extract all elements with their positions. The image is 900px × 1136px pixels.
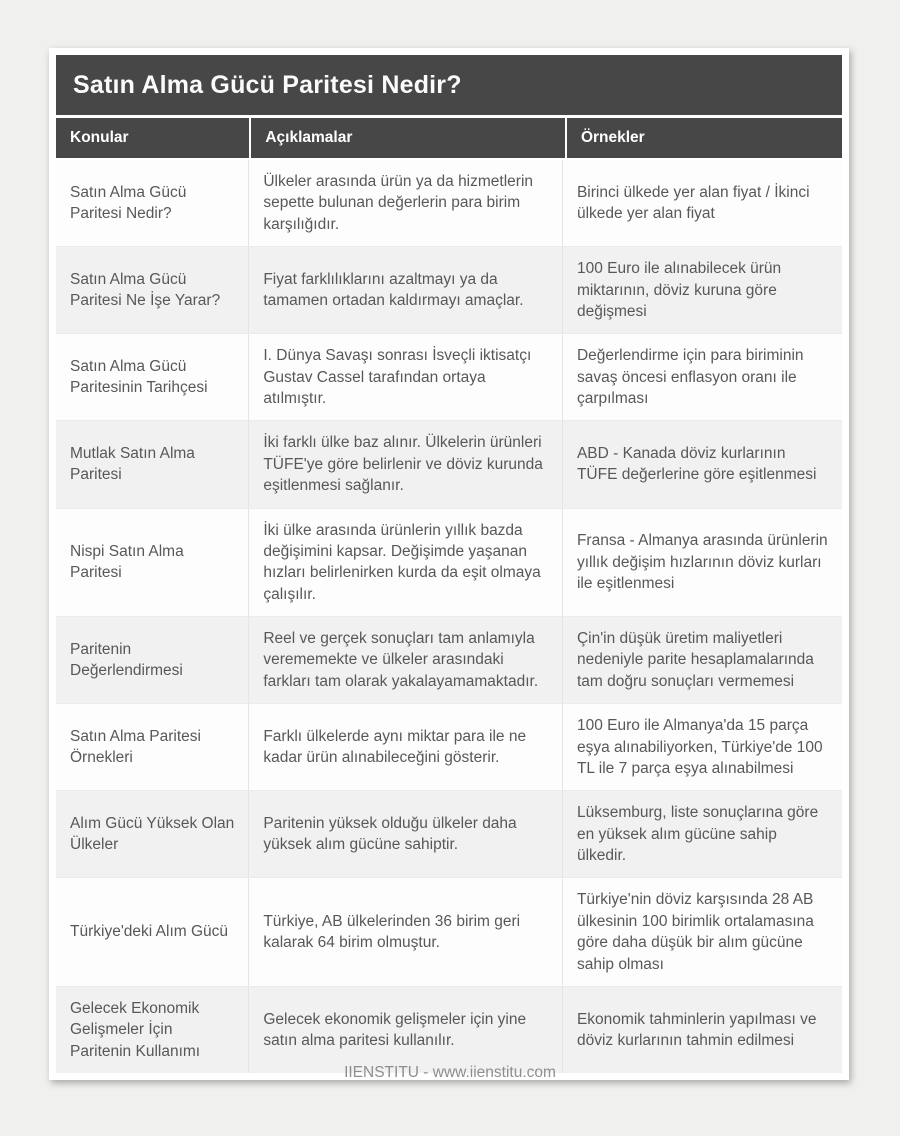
description-cell: Gelecek ekonomik gelişmeler için yine satın alma paritesi kullanılır. bbox=[249, 987, 563, 1073]
example-cell: ABD - Kanada döviz kurlarının TÜFE değerlerine göre eşitlenmesi bbox=[576, 445, 817, 484]
table-header-row bbox=[56, 118, 842, 158]
table-row bbox=[56, 986, 842, 1073]
topic-cell: Satın Alma Paritesi Örnekleri bbox=[56, 704, 249, 790]
table-row bbox=[56, 790, 842, 877]
table-row bbox=[56, 420, 842, 507]
description-cell: Paritenin yüksek olduğu ülkeler daha yüksek alım gücüne sahiptir. bbox=[249, 791, 563, 877]
column-header-ornekler: Örnekler bbox=[567, 118, 842, 158]
topic-cell: Satın Alma Gücü Paritesi Ne İşe Yarar? bbox=[56, 247, 249, 333]
description-cell: İki ülke arasında ürünlerin yıllık bazda değişimini kapsar. Değişimde yaşanan hızları belirlenirken kurda da eşit olmaya çalışılır. bbox=[249, 509, 563, 617]
example-cell: Değerlendirme için para biriminin savaş öncesi enflasyon oranı ile çarpılması bbox=[576, 347, 804, 407]
description-cell: Türkiye, AB ülkelerinden 36 birim geri kalarak 64 birim olmuştur. bbox=[249, 878, 563, 986]
footer-credit: IIENSTITU - www.iienstitu.com bbox=[344, 1064, 556, 1081]
table-row bbox=[56, 877, 842, 986]
description-cell: Fiyat farklılıklarını azaltmayı ya da tamamen ortadan kaldırmayı amaçlar. bbox=[249, 247, 563, 333]
topic-cell: Nispi Satın Alma Paritesi bbox=[56, 509, 249, 617]
table-row bbox=[56, 616, 842, 703]
table-row bbox=[56, 508, 842, 617]
description-cell: İki farklı ülke baz alınır. Ülkelerin ürünleri TÜFE'ye göre belirlenir ve döviz kurunda eşitlenmesi sağlanır. bbox=[249, 421, 563, 507]
example-cell: Ekonomik tahminlerin yapılması ve döviz kurlarının tahmin edilmesi bbox=[576, 1010, 817, 1049]
example-cell: Çin'in düşük üretim maliyetleri nedeniyle parite hesaplamalarında tam doğru sonuçları vermemesi bbox=[576, 630, 814, 690]
example-cell: Fransa - Almanya arasında ürünlerin yıllık değişim hızlarının döviz kurları ile eşitlenmesi bbox=[576, 532, 828, 592]
topic-cell: Alım Gücü Yüksek Olan Ülkeler bbox=[56, 791, 249, 877]
parity-table-card bbox=[49, 48, 849, 1080]
topic-cell: Gelecek Ekonomik Gelişmeler İçin Paritenin Kullanımı bbox=[56, 987, 249, 1073]
example-cell: 100 Euro ile Almanya'da 15 parça eşya alınabiliyorken, Türkiye'de 100 TL ile 7 parça eşya alınabilmesi bbox=[576, 717, 823, 777]
topic-cell: Türkiye'deki Alım Gücü bbox=[56, 878, 249, 986]
page-title: Satın Alma Gücü Paritesi Nedir? bbox=[56, 55, 842, 115]
topic-cell: Satın Alma Gücü Paritesi Nedir? bbox=[56, 160, 249, 246]
example-cell: Türkiye'nin döviz karşısında 28 AB ülkesinin 100 birimlik ortalamasına göre daha düşük bir alım gücüne sahip olması bbox=[576, 891, 814, 973]
description-cell: I. Dünya Savaşı sonrası İsveçli iktisatçı Gustav Cassel tarafından ortaya atılmıştır. bbox=[249, 334, 563, 420]
example-cell: Birinci ülkede yer alan fiyat / İkinci ülkede yer alan fiyat bbox=[576, 183, 810, 223]
table-row bbox=[56, 246, 842, 333]
table-body bbox=[56, 160, 842, 1073]
description-cell: Ülkeler arasında ürün ya da hizmetlerin sepette bulunan değerlerin para birim karşılığıdır. bbox=[249, 160, 563, 246]
table-row bbox=[56, 333, 842, 420]
topic-cell: Paritenin Değerlendirmesi bbox=[56, 617, 249, 703]
table-row bbox=[56, 703, 842, 790]
example-cell: 100 Euro ile alınabilecek ürün miktarının, döviz kuruna göre değişmesi bbox=[576, 260, 782, 320]
table-row bbox=[56, 160, 842, 246]
example-cell: Lüksemburg, liste sonuçlarına göre en yüksek alım gücüne sahip ülkedir. bbox=[576, 804, 819, 864]
description-cell: Farklı ülkelerde aynı miktar para ile ne kadar ürün alınabileceğini gösterir. bbox=[249, 704, 563, 790]
column-header-aciklamalar: Açıklamalar bbox=[251, 118, 565, 158]
topic-cell: Satın Alma Gücü Paritesinin Tarihçesi bbox=[56, 334, 249, 420]
column-header-konular: Konular bbox=[56, 118, 249, 158]
description-cell: Reel ve gerçek sonuçları tam anlamıyla verememekte ve ülkeler arasındaki farkları tam olarak yakalayamamaktadır. bbox=[249, 617, 563, 703]
topic-cell: Mutlak Satın Alma Paritesi bbox=[56, 421, 249, 507]
